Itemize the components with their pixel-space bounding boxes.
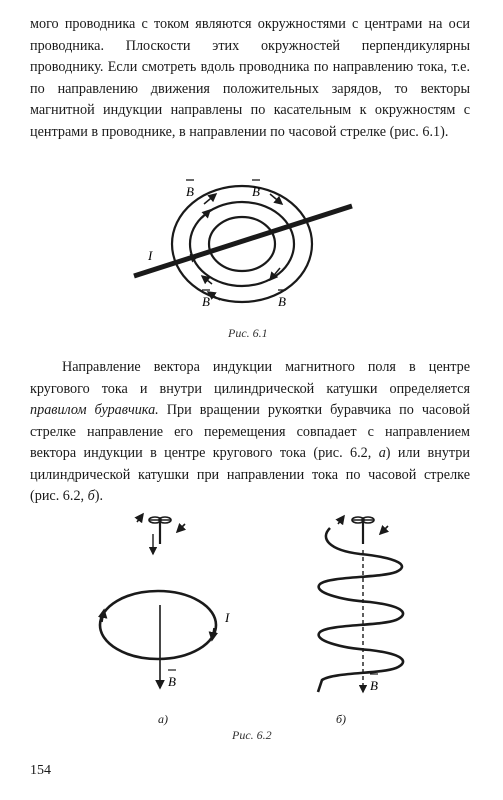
label-B: B (168, 674, 176, 689)
label-I: I (225, 610, 230, 625)
field-circle-outer (172, 186, 312, 302)
paragraph-2-text-1: Направление вектора индукции магнитного поля в центре кругового тока и внутри цилиндрической катушки определяется (30, 359, 470, 397)
figure-6-1-caption: Рис. 6.1 (228, 326, 268, 340)
figure-6-2b-label: б) (336, 712, 347, 726)
field-circle-inner (209, 217, 275, 271)
label-B-bottom-right: B (278, 294, 286, 309)
paragraph-1: мого проводника с током являются окружностями с центрами на оси проводника. Плоскости этих окружностей перпендикулярны проводнику. Если смотреть вдоль проводника по направлению тока, т.е. по направлению движения положительных зарядов, то векторы магнитной индукции направлены по касательным к окружностям с центрами в проводнике, в направлении по часовой стрелке (рис. 6.1). (30, 16, 470, 140)
label-B-bottom-left: B (202, 294, 210, 309)
paragraph-2-text-4: ). (94, 488, 104, 504)
label-B-top-left: B (186, 184, 194, 199)
figure-6-2b-drawing (300, 510, 420, 705)
figure-6-2a (85, 510, 235, 705)
label-B-top-right: B (252, 184, 260, 199)
paragraph-2-emphasis: правилом буравчика. (30, 402, 159, 418)
figure-6-1 (120, 172, 355, 312)
paragraph-2-text-3: ) или внутри цилиндрической катушки при направлении тока по часовой стрелке (рис. 6.2, (30, 445, 470, 504)
label-B: B (370, 678, 378, 693)
solenoid-coil (318, 528, 403, 692)
figure-6-2-caption: Рис. 6.2 (232, 728, 272, 742)
paragraph-2-ref-b: б (87, 488, 95, 504)
page-number: 154 (30, 763, 51, 778)
gimlet-icon (137, 514, 185, 544)
circular-current-loop (100, 591, 216, 659)
label-I: I (148, 248, 153, 263)
paragraph-2 (30, 357, 470, 508)
figure-6-1-drawing (120, 172, 355, 312)
paragraph-2-ref-a: а (378, 445, 386, 461)
figure-6-2b (300, 510, 420, 705)
paragraph-2-text-2: При вращении рукоятки буравчика по часовой стрелке направление его перемещения совпадает с направлением вектора индукции в центре кругового тока (рис. 6.2, (30, 402, 470, 461)
figure-6-2a-drawing (85, 510, 235, 705)
gimlet-icon (338, 516, 388, 544)
figure-6-2a-label: а) (158, 712, 168, 726)
